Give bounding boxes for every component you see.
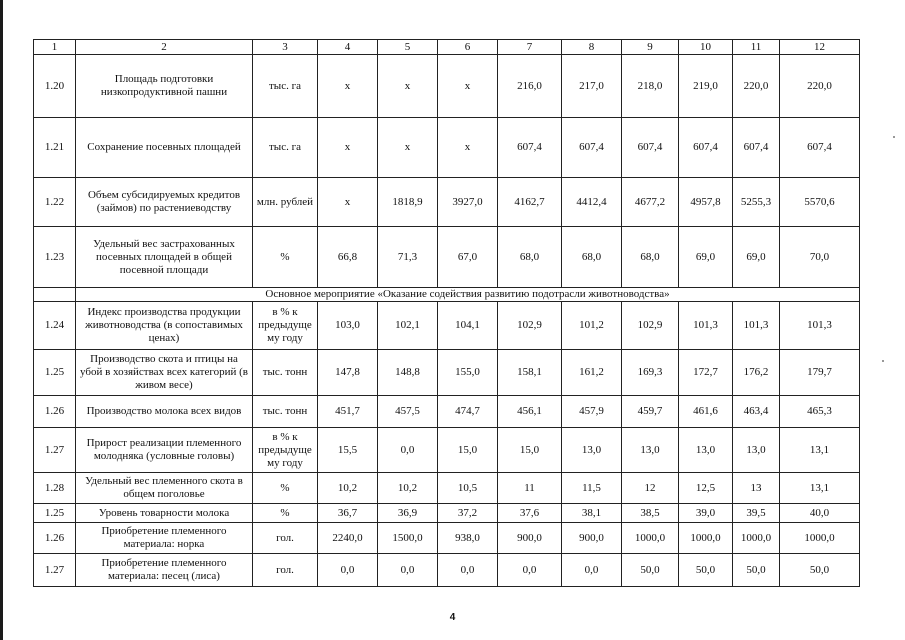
value-cell: 457,5 bbox=[378, 396, 438, 428]
value-cell: 148,8 bbox=[378, 350, 438, 396]
value-cell: 220,0 bbox=[780, 55, 860, 118]
column-number: 8 bbox=[562, 40, 622, 55]
value-cell: 36,9 bbox=[378, 504, 438, 523]
value-cell: 1500,0 bbox=[378, 523, 438, 554]
column-number: 10 bbox=[679, 40, 733, 55]
value-cell: 103,0 bbox=[318, 302, 378, 350]
value-cell: 1818,9 bbox=[378, 178, 438, 227]
unit: тыс. га bbox=[253, 118, 318, 178]
value-cell: 217,0 bbox=[562, 55, 622, 118]
unit: % bbox=[253, 504, 318, 523]
value-cell: 172,7 bbox=[679, 350, 733, 396]
row-number: 1.21 bbox=[34, 118, 76, 178]
table-row bbox=[34, 118, 860, 178]
value-cell: 37,2 bbox=[438, 504, 498, 523]
value-cell: 10,2 bbox=[318, 473, 378, 504]
value-cell: 101,3 bbox=[679, 302, 733, 350]
value-cell: 3927,0 bbox=[438, 178, 498, 227]
value-cell: 37,6 bbox=[498, 504, 562, 523]
indicator-name: Производство молока всех видов bbox=[76, 396, 253, 428]
indicator-name: Сохранение посевных площадей bbox=[76, 118, 253, 178]
table-row bbox=[34, 227, 860, 288]
indicators-table bbox=[33, 39, 860, 587]
value-cell: 900,0 bbox=[498, 523, 562, 554]
table-row bbox=[34, 473, 860, 504]
value-cell: 219,0 bbox=[679, 55, 733, 118]
page-number: 4 bbox=[449, 612, 456, 623]
value-cell: 4162,7 bbox=[498, 178, 562, 227]
value-cell: 66,8 bbox=[318, 227, 378, 288]
value-cell: 4677,2 bbox=[622, 178, 679, 227]
table-body bbox=[34, 40, 860, 587]
value-cell: 451,7 bbox=[318, 396, 378, 428]
value-cell: 39,0 bbox=[679, 504, 733, 523]
column-number: 1 bbox=[34, 40, 76, 55]
value-cell: х bbox=[318, 178, 378, 227]
table-row bbox=[34, 55, 860, 118]
row-number: 1.26 bbox=[34, 523, 76, 554]
unit: тыс. тонн bbox=[253, 396, 318, 428]
section-row bbox=[34, 288, 860, 302]
row-number: 1.27 bbox=[34, 428, 76, 473]
scan-speck bbox=[893, 136, 895, 138]
value-cell: 13,1 bbox=[780, 428, 860, 473]
value-cell: 15,0 bbox=[438, 428, 498, 473]
value-cell: 71,3 bbox=[378, 227, 438, 288]
value-cell: 607,4 bbox=[622, 118, 679, 178]
unit: % bbox=[253, 227, 318, 288]
value-cell: 461,6 bbox=[679, 396, 733, 428]
value-cell: х bbox=[318, 55, 378, 118]
table-row bbox=[34, 504, 860, 523]
value-cell: 607,4 bbox=[733, 118, 780, 178]
scan-left-edge bbox=[0, 0, 3, 640]
table-row bbox=[34, 523, 860, 554]
value-cell: 1000,0 bbox=[780, 523, 860, 554]
value-cell: 10,2 bbox=[378, 473, 438, 504]
table-row bbox=[34, 428, 860, 473]
value-cell: 0,0 bbox=[498, 554, 562, 587]
value-cell: 0,0 bbox=[378, 554, 438, 587]
value-cell: 457,9 bbox=[562, 396, 622, 428]
value-cell: 1000,0 bbox=[622, 523, 679, 554]
value-cell: 101,3 bbox=[780, 302, 860, 350]
value-cell: 5570,6 bbox=[780, 178, 860, 227]
row-number: 1.27 bbox=[34, 554, 76, 587]
value-cell: 11,5 bbox=[562, 473, 622, 504]
value-cell: 1000,0 bbox=[679, 523, 733, 554]
value-cell: 220,0 bbox=[733, 55, 780, 118]
value-cell: 13 bbox=[733, 473, 780, 504]
value-cell: 459,7 bbox=[622, 396, 679, 428]
value-cell: 900,0 bbox=[562, 523, 622, 554]
row-number: 1.24 bbox=[34, 302, 76, 350]
value-cell: 607,4 bbox=[562, 118, 622, 178]
value-cell: 938,0 bbox=[438, 523, 498, 554]
value-cell: 10,5 bbox=[438, 473, 498, 504]
value-cell: 465,3 bbox=[780, 396, 860, 428]
value-cell: х bbox=[318, 118, 378, 178]
value-cell: 463,4 bbox=[733, 396, 780, 428]
indicator-name: Приобретение племенного материала: норка bbox=[76, 523, 253, 554]
table-row bbox=[34, 396, 860, 428]
value-cell: 36,7 bbox=[318, 504, 378, 523]
indicator-name: Прирост реализации племенного молодняка (условные головы) bbox=[76, 428, 253, 473]
indicator-name: Площадь подготовки низкопродуктивной пашни bbox=[76, 55, 253, 118]
value-cell: 0,0 bbox=[562, 554, 622, 587]
value-cell: 102,9 bbox=[622, 302, 679, 350]
row-number: 1.25 bbox=[34, 350, 76, 396]
unit: тыс. тонн bbox=[253, 350, 318, 396]
value-cell: 67,0 bbox=[438, 227, 498, 288]
value-cell: 50,0 bbox=[780, 554, 860, 587]
row-number: 1.25 bbox=[34, 504, 76, 523]
value-cell: 40,0 bbox=[780, 504, 860, 523]
value-cell: 607,4 bbox=[498, 118, 562, 178]
value-cell: 69,0 bbox=[733, 227, 780, 288]
column-number: 11 bbox=[733, 40, 780, 55]
column-number: 6 bbox=[438, 40, 498, 55]
value-cell: 39,5 bbox=[733, 504, 780, 523]
column-number: 9 bbox=[622, 40, 679, 55]
value-cell: 0,0 bbox=[438, 554, 498, 587]
value-cell: 4412,4 bbox=[562, 178, 622, 227]
table-row bbox=[34, 554, 860, 587]
column-number: 7 bbox=[498, 40, 562, 55]
unit: тыс. га bbox=[253, 55, 318, 118]
value-cell: 176,2 bbox=[733, 350, 780, 396]
value-cell: 13,1 bbox=[780, 473, 860, 504]
table-row bbox=[34, 178, 860, 227]
table-row bbox=[34, 350, 860, 396]
value-cell: 607,4 bbox=[679, 118, 733, 178]
row-number: 1.28 bbox=[34, 473, 76, 504]
value-cell: 218,0 bbox=[622, 55, 679, 118]
value-cell: 607,4 bbox=[780, 118, 860, 178]
value-cell: 11 bbox=[498, 473, 562, 504]
value-cell: 50,0 bbox=[679, 554, 733, 587]
column-number: 3 bbox=[253, 40, 318, 55]
value-cell: 1000,0 bbox=[733, 523, 780, 554]
value-cell: 179,7 bbox=[780, 350, 860, 396]
value-cell: 102,1 bbox=[378, 302, 438, 350]
value-cell: 70,0 bbox=[780, 227, 860, 288]
value-cell: 68,0 bbox=[498, 227, 562, 288]
value-cell: 12 bbox=[622, 473, 679, 504]
indicator-name: Удельный вес застрахованных посевных площадей в общей посевной площади bbox=[76, 227, 253, 288]
column-number-row bbox=[34, 40, 860, 55]
value-cell: 102,9 bbox=[498, 302, 562, 350]
row-number: 1.20 bbox=[34, 55, 76, 118]
value-cell: 0,0 bbox=[318, 554, 378, 587]
value-cell: 0,0 bbox=[378, 428, 438, 473]
value-cell: 101,2 bbox=[562, 302, 622, 350]
value-cell: 69,0 bbox=[679, 227, 733, 288]
value-cell: 155,0 bbox=[438, 350, 498, 396]
value-cell: 13,0 bbox=[562, 428, 622, 473]
row-number: 1.23 bbox=[34, 227, 76, 288]
value-cell: х bbox=[378, 118, 438, 178]
value-cell: 216,0 bbox=[498, 55, 562, 118]
unit: гол. bbox=[253, 523, 318, 554]
value-cell: 38,1 bbox=[562, 504, 622, 523]
column-number: 5 bbox=[378, 40, 438, 55]
value-cell: 50,0 bbox=[622, 554, 679, 587]
value-cell: 456,1 bbox=[498, 396, 562, 428]
value-cell: 101,3 bbox=[733, 302, 780, 350]
value-cell: 12,5 bbox=[679, 473, 733, 504]
value-cell: 13,0 bbox=[622, 428, 679, 473]
value-cell: 13,0 bbox=[679, 428, 733, 473]
value-cell: х bbox=[378, 55, 438, 118]
value-cell: х bbox=[438, 55, 498, 118]
table-row bbox=[34, 302, 860, 350]
value-cell: 2240,0 bbox=[318, 523, 378, 554]
value-cell: 161,2 bbox=[562, 350, 622, 396]
value-cell: х bbox=[438, 118, 498, 178]
value-cell: 474,7 bbox=[438, 396, 498, 428]
indicator-name: Производство скота и птицы на убой в хозяйствах всех категорий (в живом весе) bbox=[76, 350, 253, 396]
scan-speck bbox=[882, 360, 884, 362]
value-cell: 169,3 bbox=[622, 350, 679, 396]
value-cell: 5255,3 bbox=[733, 178, 780, 227]
value-cell: 4957,8 bbox=[679, 178, 733, 227]
unit: гол. bbox=[253, 554, 318, 587]
value-cell: 158,1 bbox=[498, 350, 562, 396]
value-cell: 68,0 bbox=[562, 227, 622, 288]
unit: % bbox=[253, 473, 318, 504]
column-number: 4 bbox=[318, 40, 378, 55]
row-number: 1.22 bbox=[34, 178, 76, 227]
row-number: 1.26 bbox=[34, 396, 76, 428]
column-number: 2 bbox=[76, 40, 253, 55]
value-cell: 15,0 bbox=[498, 428, 562, 473]
value-cell: 15,5 bbox=[318, 428, 378, 473]
value-cell: 68,0 bbox=[622, 227, 679, 288]
unit: в % к предыдуще му году bbox=[253, 428, 318, 473]
indicator-name: Индекс производства продукции животноводства (в сопоставимых ценах) bbox=[76, 302, 253, 350]
section-spacer bbox=[34, 288, 76, 302]
value-cell: 104,1 bbox=[438, 302, 498, 350]
indicator-name: Уровень товарности молока bbox=[76, 504, 253, 523]
unit: в % к предыдуще му году bbox=[253, 302, 318, 350]
value-cell: 38,5 bbox=[622, 504, 679, 523]
indicator-name: Удельный вес племенного скота в общем поголовье bbox=[76, 473, 253, 504]
section-title: Основное мероприятие «Оказание содействия развитию подотрасли животноводства» bbox=[76, 288, 860, 302]
unit: млн. рублей bbox=[253, 178, 318, 227]
column-number: 12 bbox=[780, 40, 860, 55]
value-cell: 147,8 bbox=[318, 350, 378, 396]
indicator-name: Приобретение племенного материала: песец (лиса) bbox=[76, 554, 253, 587]
indicator-name: Объем субсидируемых кредитов (займов) по растениеводству bbox=[76, 178, 253, 227]
value-cell: 50,0 bbox=[733, 554, 780, 587]
value-cell: 13,0 bbox=[733, 428, 780, 473]
